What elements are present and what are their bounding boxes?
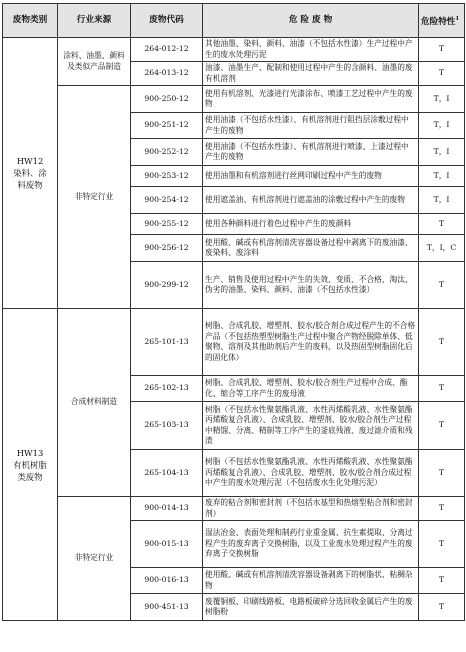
- table-row: [3, 86, 465, 113]
- waste-code-cell: 900-251-12: [131, 113, 203, 139]
- waste-code-cell: 265-104-13: [131, 450, 203, 497]
- waste-code-cell: 900-015-13: [131, 521, 203, 568]
- table-body: [3, 38, 465, 621]
- waste-code-cell: 900-250-12: [131, 86, 203, 113]
- waste-category-cell: HW12 染料、涂 料废物: [3, 38, 58, 309]
- waste-code-cell: 264-012-12: [131, 38, 203, 62]
- industry-source-cell: 非特定行业: [58, 86, 131, 309]
- waste-code-cell: 900-256-12: [131, 235, 203, 262]
- waste-code-cell: 900-255-12: [131, 214, 203, 235]
- waste-description-cell: 树脂（不包括水性聚氨酯乳液、水性丙烯酸乳液、水性聚氨酯丙烯酸复合乳液）、合成乳胶、增塑剂、胶水/胶合剂生产过程中精馏、分离、精制等工序产生的釜底残液、废过滤介质和残渣: [203, 402, 419, 450]
- waste-code-cell: 900-299-12: [131, 262, 203, 309]
- hazard-property-cell: T: [419, 568, 465, 594]
- hazard-property-cell: T: [419, 262, 465, 309]
- industry-source-cell: 合成材料制造: [58, 309, 131, 497]
- waste-description-cell: 其他油墨、染料、颜料、油漆（不包括水性漆）生产过程中产生的废水处理污泥: [203, 38, 419, 62]
- waste-description-cell: 树脂、合成乳胶、增塑剂、胶水/胶合剂合成过程产生的不合格产品（不包括热塑型树脂生产过程中聚合产物经脱除单体、低聚物、溶剂及其他助剂后产生的废料，以及热固型树脂固化后的固化体）: [203, 309, 419, 376]
- hazard-property-cell: T，I，C: [419, 235, 465, 262]
- industry-source-cell: 非特定行业: [58, 497, 131, 621]
- header-hazard-footnote: 1: [455, 15, 460, 22]
- hazard-property-cell: T: [419, 402, 465, 450]
- header-industry: 行业来源: [58, 4, 131, 38]
- waste-code-cell: 265-101-13: [131, 309, 203, 376]
- waste-code-cell: 900-253-12: [131, 166, 203, 187]
- waste-description-cell: 使用油墨和有机溶剂进行丝网印刷过程中产生的废物: [203, 166, 419, 187]
- waste-description-cell: 使用有机溶剂、光漆进行光漆涂布、喷漆工艺过程中产生的废物: [203, 86, 419, 113]
- waste-code-cell: 264-013-12: [131, 62, 203, 86]
- waste-description-cell: 废弃的粘合剂和密封剂（不包括水基型和热熔型粘合剂和密封剂）: [203, 497, 419, 521]
- hazard-property-cell: T，I: [419, 113, 465, 139]
- waste-code-cell: 900-252-12: [131, 139, 203, 166]
- hazard-property-cell: T: [419, 38, 465, 62]
- waste-description-cell: 使用各种颜料进行着色过程中产生的废颜料: [203, 214, 419, 235]
- waste-description-cell: 使用油漆（不包括水性漆）、有机溶剂进行喷漆、上漆过程中产生的废物: [203, 139, 419, 166]
- waste-description-cell: 树脂（不包括水性聚氨酯乳液、水性丙烯酸乳液、水性聚氨酯丙烯酸复合乳液）、合成乳胶、增塑剂、胶水/胶合剂合成过程中产生的废水处理污泥（不包括废水生化处理污泥）: [203, 450, 419, 497]
- waste-description-cell: 树脂、合成乳胶、增塑剂、胶水/胶合剂生产过程中合成、酯化、缩合等工序产生的废母液: [203, 376, 419, 402]
- hazard-property-cell: T: [419, 521, 465, 568]
- hazard-property-cell: T，I: [419, 139, 465, 166]
- waste-description-cell: 废覆铜板、印刷线路板、电路板破碎分选回收金属后产生的废树脂粉: [203, 594, 419, 621]
- hazard-property-cell: T: [419, 450, 465, 497]
- table-row: [3, 309, 465, 376]
- industry-source-cell: 涂料、油墨、颜料及类似产品制造: [58, 38, 131, 86]
- waste-code-cell: 900-451-13: [131, 594, 203, 621]
- waste-code-cell: 900-016-13: [131, 568, 203, 594]
- waste-category-cell: HW13 有机树脂 类废物: [3, 309, 58, 621]
- hazard-property-cell: T: [419, 376, 465, 402]
- hazard-property-cell: T，I: [419, 187, 465, 214]
- header-category: 废物类别: [3, 4, 58, 38]
- waste-code-cell: 265-103-13: [131, 402, 203, 450]
- waste-description-cell: 使用油漆（不包括水性漆）、有机溶剂进行阻挡层涂敷过程中产生的废物: [203, 113, 419, 139]
- header-waste: 危 险 废 物: [203, 4, 419, 38]
- hazard-property-cell: T，I: [419, 86, 465, 113]
- waste-code-cell: 900-014-13: [131, 497, 203, 521]
- waste-code-cell: 265-102-13: [131, 376, 203, 402]
- waste-description-cell: 油漆、油墨生产、配制和使用过程中产生的含颜料、油墨的废有机溶剂: [203, 62, 419, 86]
- hazard-property-cell: T: [419, 497, 465, 521]
- hazard-property-cell: T: [419, 309, 465, 376]
- header-row: [3, 4, 465, 38]
- hazard-property-cell: T: [419, 214, 465, 235]
- header-code: 废物代码: [131, 4, 203, 38]
- waste-description-cell: 使用酸、碱或有机溶剂清洗容器设备过程中剥离下的废油漆、废染料、废涂料: [203, 235, 419, 262]
- hazardous-waste-table: [2, 3, 465, 621]
- table-row: [3, 38, 465, 62]
- hazard-property-cell: T: [419, 594, 465, 621]
- hazard-property-cell: T，I: [419, 166, 465, 187]
- waste-code-cell: 900-254-12: [131, 187, 203, 214]
- hazard-property-cell: T: [419, 62, 465, 86]
- table-row: [3, 497, 465, 521]
- header-hazard-label: 危险特性: [421, 16, 456, 27]
- waste-description-cell: 湿法冶金、表面处理和制药行业重金属、抗生素提取、分离过程产生的废弃离子交换树脂，以及工业废水处理过程产生的废弃离子交换树脂: [203, 521, 419, 568]
- header-hazard: [419, 4, 465, 38]
- waste-description-cell: 使用酸、碱或有机溶剂清洗容器设备剥离下的树脂状、粘稠杂物: [203, 568, 419, 594]
- waste-description-cell: 生产、销售及使用过程中产生的失效、变质、不合格、淘汰、伪劣的油墨、染料、颜料、油漆（不包括水性漆）: [203, 262, 419, 309]
- document-page: [2, 3, 464, 621]
- waste-description-cell: 使用遮盖油、有机溶剂进行遮盖油的涂敷过程中产生的废物: [203, 187, 419, 214]
